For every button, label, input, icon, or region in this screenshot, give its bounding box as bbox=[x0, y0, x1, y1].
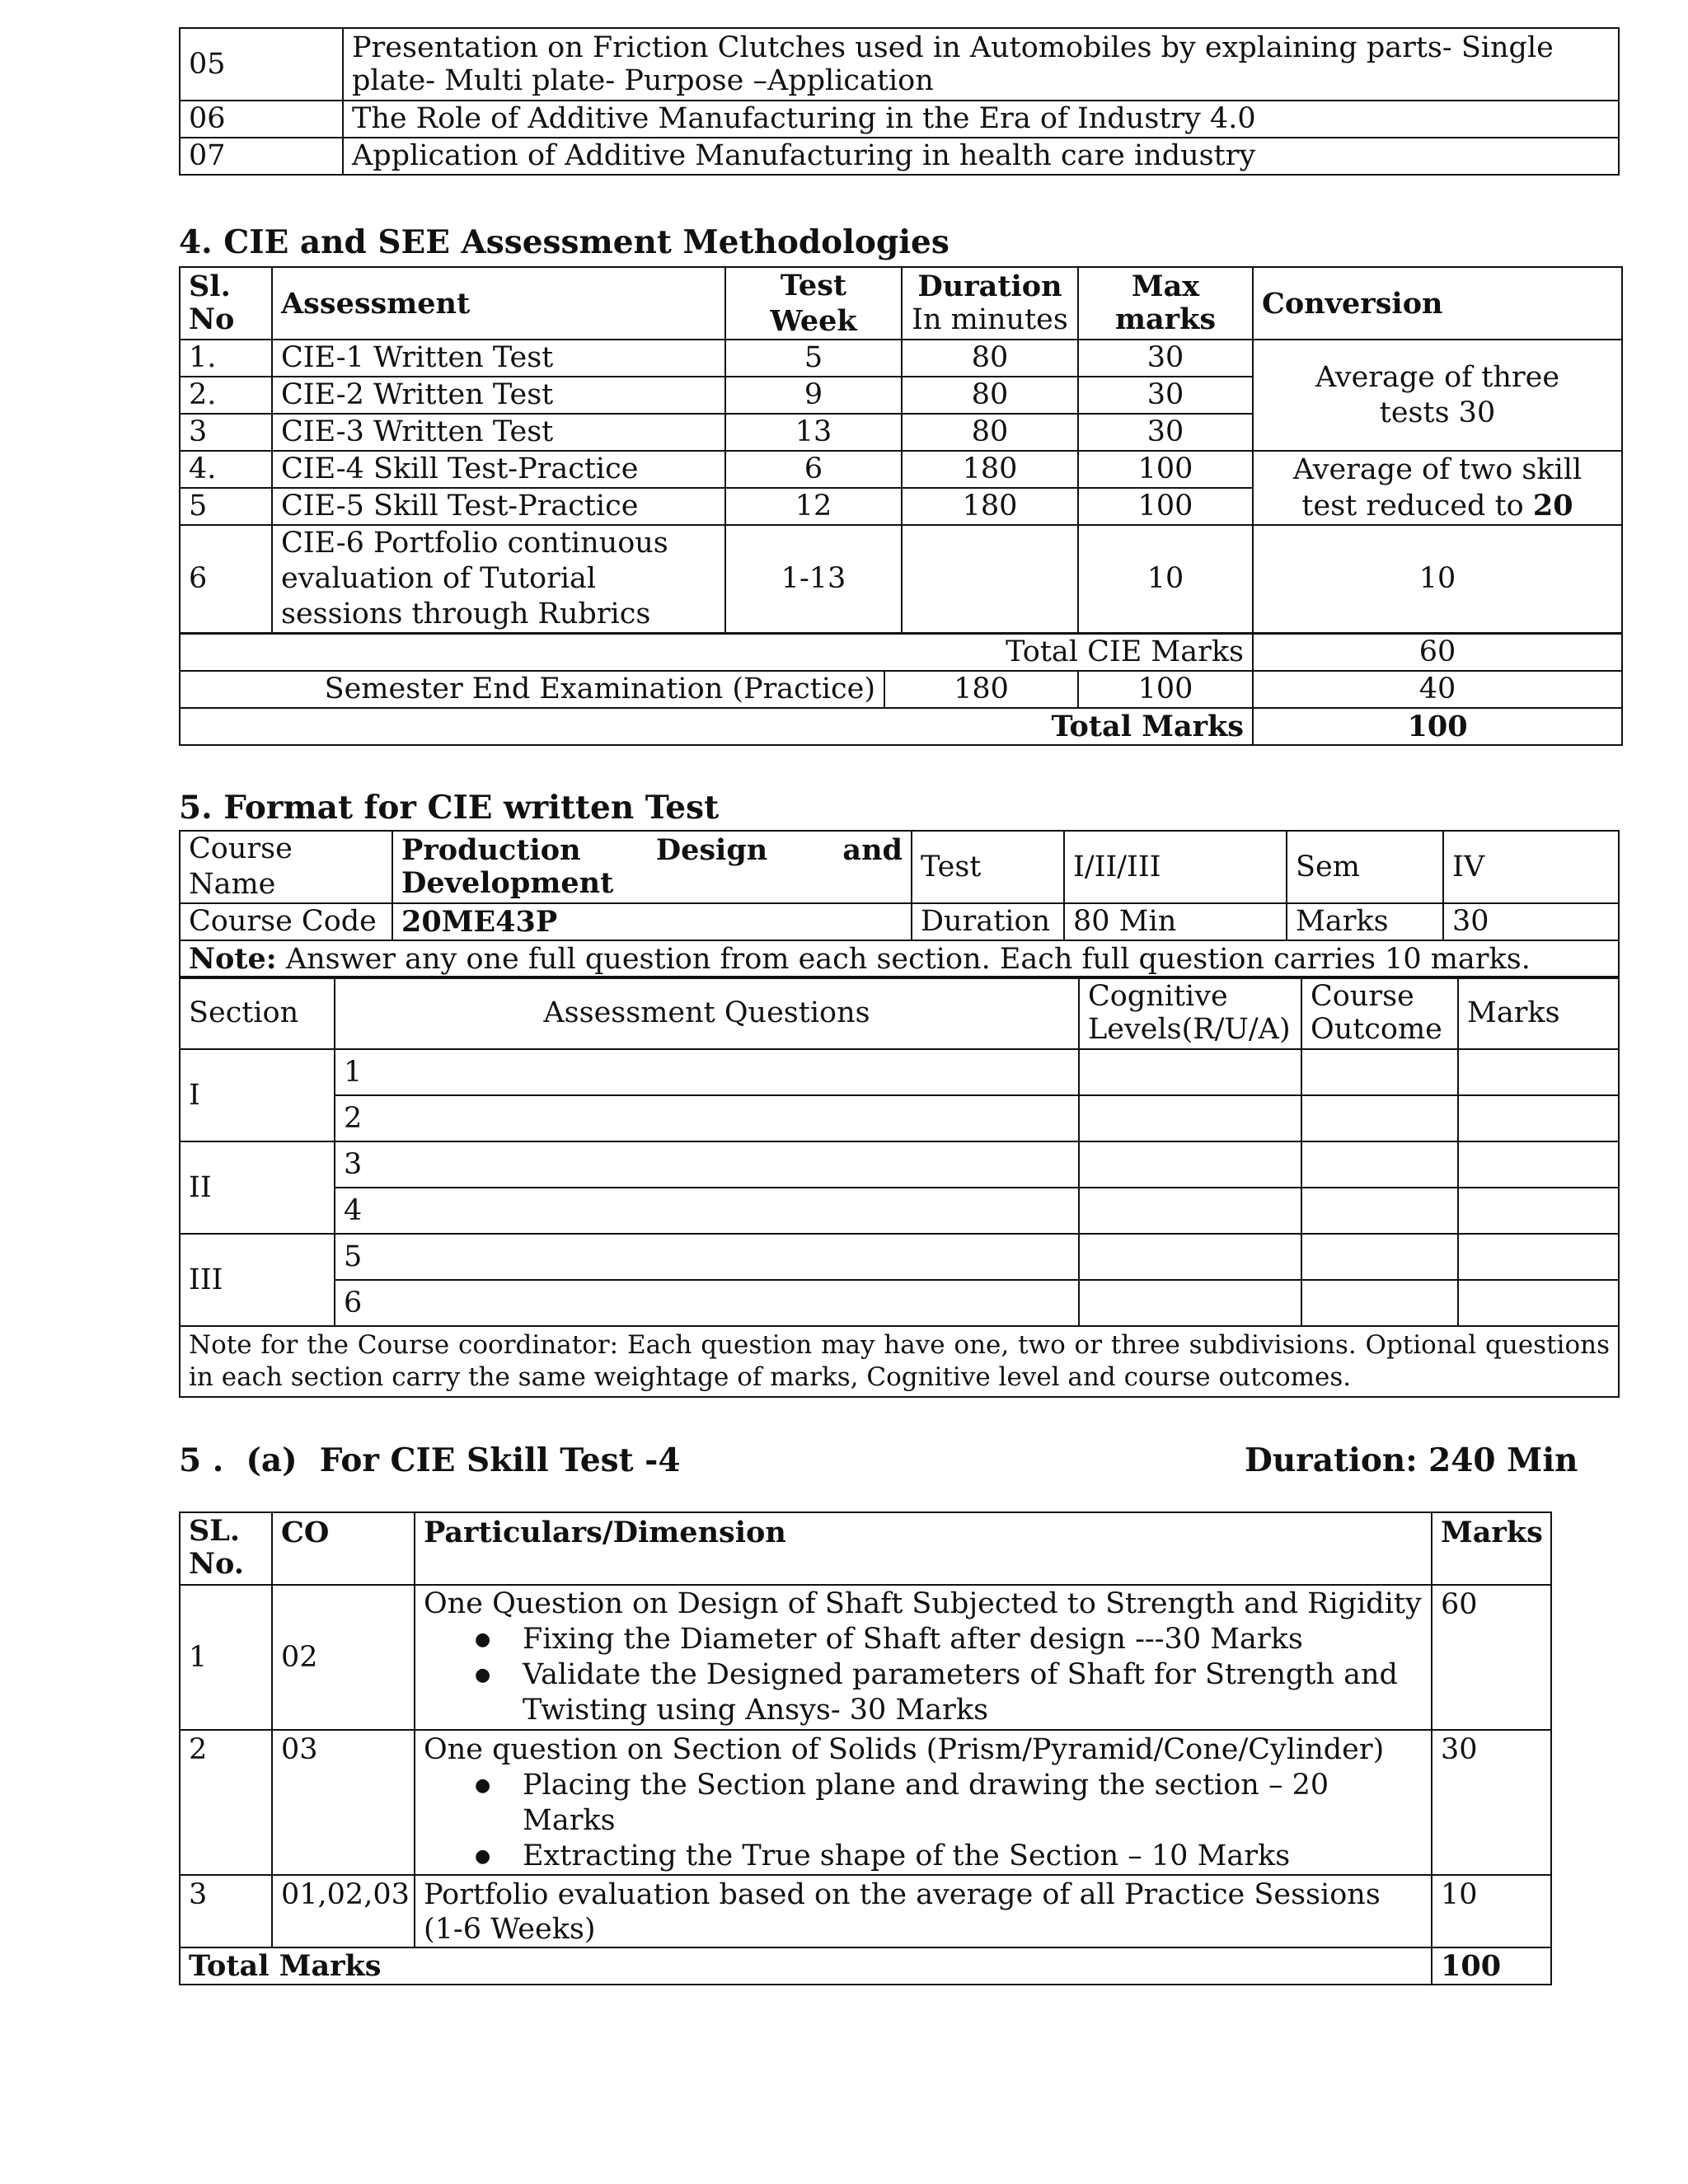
outcome-cell bbox=[1301, 1095, 1458, 1141]
header-duration-label: Duration bbox=[917, 269, 1062, 303]
topic-no: 05 bbox=[180, 28, 343, 101]
outcome-cell bbox=[1301, 1188, 1458, 1234]
header-sl-no: SL. No. bbox=[180, 1512, 272, 1585]
table-row bbox=[180, 1326, 1619, 1397]
cognitive-cell bbox=[1079, 1141, 1301, 1188]
row-co: 03 bbox=[272, 1730, 415, 1875]
row-co: 01,02,03 bbox=[272, 1875, 415, 1947]
conversion-portfolio: 10 bbox=[1253, 525, 1622, 633]
row-max-marks: 10 bbox=[1078, 525, 1253, 633]
test-value: I/II/III bbox=[1064, 831, 1287, 903]
course-name-value bbox=[392, 831, 912, 903]
header-assessment-questions: Assessment Questions bbox=[335, 977, 1079, 1049]
header-duration-unit: In minutes bbox=[912, 303, 1068, 336]
table-row bbox=[180, 1141, 1619, 1188]
question-number: 2 bbox=[335, 1095, 1079, 1141]
table-row bbox=[180, 1875, 1551, 1947]
duration-label: Duration bbox=[912, 903, 1064, 940]
question-number: 5 bbox=[335, 1234, 1079, 1280]
marks-cell bbox=[1458, 1141, 1619, 1188]
topic-no: 06 bbox=[180, 101, 343, 138]
cognitive-cell bbox=[1079, 1095, 1301, 1141]
header-conversion: Conversion bbox=[1253, 267, 1622, 340]
conversion-skill-text: Average of two skill test reduced to bbox=[1292, 452, 1582, 523]
course-name-word: and bbox=[842, 833, 903, 867]
row-max-marks: 30 bbox=[1078, 340, 1253, 377]
row-week: 9 bbox=[725, 377, 902, 414]
marks-cell bbox=[1458, 1049, 1619, 1095]
course-code-label: Course Code bbox=[180, 903, 392, 940]
answer-note bbox=[180, 940, 1619, 978]
row-duration: 180 bbox=[902, 488, 1078, 525]
row-sl: 6 bbox=[180, 525, 272, 633]
topic-text: Presentation on Friction Clutches used in Automobiles by explaining parts- Single plate- Multi plate- Purpose –Application bbox=[343, 28, 1619, 101]
header-marks: Marks bbox=[1432, 1512, 1551, 1585]
outcome-cell bbox=[1301, 1234, 1458, 1280]
row-marks: 10 bbox=[1432, 1875, 1551, 1947]
cognitive-cell bbox=[1079, 1234, 1301, 1280]
row-sl: 4. bbox=[180, 451, 272, 488]
table-row bbox=[180, 1947, 1551, 1985]
row-sl: 5 bbox=[180, 488, 272, 525]
row-assessment: CIE-4 Skill Test-Practice bbox=[272, 451, 725, 488]
particulars-title: One question on Section of Solids (Prism/Pyramid/Cone/Cylinder) bbox=[424, 1733, 1385, 1766]
table-row bbox=[180, 708, 1622, 745]
row-duration: 80 bbox=[902, 340, 1078, 377]
see-conversion: 40 bbox=[1253, 671, 1622, 708]
course-name-line1 bbox=[401, 834, 903, 867]
table-row bbox=[180, 451, 1622, 488]
sem-value: IV bbox=[1443, 831, 1619, 903]
particulars-title: One Question on Design of Shaft Subjected to Strength and Rigidity bbox=[424, 1587, 1422, 1620]
total-marks-label: Total Marks bbox=[180, 708, 1253, 745]
row-marks: 60 bbox=[1432, 1585, 1551, 1730]
row-sl: 1 bbox=[180, 1585, 272, 1730]
row-max-marks: 30 bbox=[1078, 414, 1253, 451]
row-marks: 30 bbox=[1432, 1730, 1551, 1875]
assessment-table bbox=[179, 266, 1623, 634]
section-name: III bbox=[180, 1234, 335, 1326]
cognitive-cell bbox=[1079, 1188, 1301, 1234]
sem-label: Sem bbox=[1287, 831, 1443, 903]
section-name: I bbox=[180, 1049, 335, 1141]
row-co: 02 bbox=[272, 1585, 415, 1730]
row-max-marks: 100 bbox=[1078, 451, 1253, 488]
question-number: 3 bbox=[335, 1141, 1079, 1188]
row-assessment: CIE-1 Written Test bbox=[272, 340, 725, 377]
total-marks-value: 100 bbox=[1253, 708, 1622, 745]
question-number: 1 bbox=[335, 1049, 1079, 1095]
list-item: ● Validate the Designed parameters of Shaft for Strength and Twisting using Ansys- 30 Marks bbox=[523, 1657, 1423, 1728]
table-row bbox=[180, 1280, 1619, 1326]
row-week: 1-13 bbox=[725, 525, 902, 633]
coordinator-note: Note for the Course coordinator: Each question may have one, two or three subdivisions. Optional questions in each section carry the same weightage of marks, Cognitive level and course outcomes. bbox=[180, 1326, 1619, 1397]
answer-note-text: Answer any one full question from each section. Each full question carries 10 marks. bbox=[276, 943, 1531, 976]
table-row bbox=[180, 1049, 1619, 1095]
row-duration: 180 bbox=[902, 451, 1078, 488]
section-5a-heading: 5 . (a) For CIE Skill Test -4 bbox=[179, 1441, 681, 1479]
cognitive-cell bbox=[1079, 1280, 1301, 1326]
row-assessment: CIE-2 Written Test bbox=[272, 377, 725, 414]
table-header-row bbox=[180, 1512, 1551, 1585]
course-info-table bbox=[179, 830, 1620, 979]
table-row bbox=[180, 903, 1619, 940]
header-particulars: Particulars/Dimension bbox=[415, 1512, 1432, 1585]
marks-cell bbox=[1458, 1095, 1619, 1141]
see-duration: 180 bbox=[884, 671, 1078, 708]
section-4-heading: 4. CIE and SEE Assessment Methodologies bbox=[179, 223, 950, 261]
topics-table bbox=[179, 27, 1620, 176]
table-row bbox=[180, 671, 1622, 708]
skill-total-label: Total Marks bbox=[180, 1947, 1432, 1985]
see-max-marks: 100 bbox=[1078, 671, 1253, 708]
see-label: Semester End Examination (Practice) bbox=[180, 671, 884, 708]
list-item: ● Fixing the Diameter of Shaft after design ---30 Marks bbox=[523, 1622, 1423, 1657]
course-code-value: 20ME43P bbox=[392, 903, 912, 940]
question-format-table bbox=[179, 976, 1620, 1398]
outcome-cell bbox=[1301, 1280, 1458, 1326]
skill-test-table bbox=[179, 1511, 1552, 1985]
conversion-skill bbox=[1253, 451, 1622, 525]
row-assessment: CIE-5 Skill Test-Practice bbox=[272, 488, 725, 525]
row-sl: 3 bbox=[180, 414, 272, 451]
list-item: ● Extracting the True shape of the Section – 10 Marks bbox=[523, 1839, 1423, 1874]
marks-cell bbox=[1458, 1188, 1619, 1234]
row-particulars bbox=[415, 1585, 1432, 1730]
header-co: CO bbox=[272, 1512, 415, 1585]
table-row bbox=[180, 1585, 1551, 1730]
table-row bbox=[180, 138, 1619, 175]
row-week: 13 bbox=[725, 414, 902, 451]
marks-cell bbox=[1458, 1280, 1619, 1326]
header-max-marks: Max marks bbox=[1078, 267, 1253, 340]
table-row bbox=[180, 28, 1619, 101]
table-row bbox=[180, 1188, 1619, 1234]
row-sl: 1. bbox=[180, 340, 272, 377]
table-row bbox=[180, 1234, 1619, 1280]
course-name-word: Design bbox=[655, 833, 768, 867]
row-particulars bbox=[415, 1730, 1432, 1875]
row-sl: 2. bbox=[180, 377, 272, 414]
marks-label: Marks bbox=[1287, 903, 1443, 940]
header-assessment: Assessment bbox=[272, 267, 725, 340]
header-test-week: Test Week bbox=[725, 267, 902, 340]
table-row bbox=[180, 101, 1619, 138]
section-name: II bbox=[180, 1141, 335, 1234]
course-name-line2: Development bbox=[401, 866, 614, 900]
row-sl: 3 bbox=[180, 1875, 272, 1947]
row-assessment: CIE-3 Written Test bbox=[272, 414, 725, 451]
header-sl-no: Sl. No bbox=[180, 267, 272, 340]
table-row bbox=[180, 1730, 1551, 1875]
header-cognitive-levels: Cognitive Levels(R/U/A) bbox=[1079, 977, 1301, 1049]
conversion-skill-value: 20 bbox=[1532, 488, 1573, 523]
row-week: 6 bbox=[725, 451, 902, 488]
duration-value: 80 Min bbox=[1064, 903, 1287, 940]
header-duration bbox=[902, 267, 1078, 340]
answer-note-label: Note: bbox=[189, 942, 277, 976]
row-duration bbox=[902, 525, 1078, 633]
table-header-row bbox=[180, 977, 1619, 1049]
outcome-cell bbox=[1301, 1049, 1458, 1095]
header-marks: Marks bbox=[1458, 977, 1619, 1049]
skill-total-value: 100 bbox=[1432, 1947, 1551, 1985]
question-number: 4 bbox=[335, 1188, 1079, 1234]
table-row bbox=[180, 340, 1622, 377]
outcome-cell bbox=[1301, 1141, 1458, 1188]
table-row bbox=[180, 940, 1619, 978]
particulars-list bbox=[424, 1768, 1423, 1874]
total-cie-label: Total CIE Marks bbox=[180, 634, 1253, 671]
row-duration: 80 bbox=[902, 377, 1078, 414]
total-cie-value: 60 bbox=[1253, 634, 1622, 671]
course-name-label: Course Name bbox=[180, 831, 392, 903]
cognitive-cell bbox=[1079, 1049, 1301, 1095]
topic-no: 07 bbox=[180, 138, 343, 175]
row-max-marks: 100 bbox=[1078, 488, 1253, 525]
row-max-marks: 30 bbox=[1078, 377, 1253, 414]
table-row bbox=[180, 1095, 1619, 1141]
table-row bbox=[180, 525, 1622, 633]
row-week: 5 bbox=[725, 340, 902, 377]
marks-value: 30 bbox=[1443, 903, 1619, 940]
row-week: 12 bbox=[725, 488, 902, 525]
question-number: 6 bbox=[335, 1280, 1079, 1326]
row-sl: 2 bbox=[180, 1730, 272, 1875]
table-row bbox=[180, 634, 1622, 671]
header-course-outcome: Course Outcome bbox=[1301, 977, 1458, 1049]
row-particulars: Portfolio evaluation based on the average of all Practice Sessions (1-6 Weeks) bbox=[415, 1875, 1432, 1947]
row-duration: 80 bbox=[902, 414, 1078, 451]
particulars-list bbox=[424, 1622, 1423, 1728]
topic-text: The Role of Additive Manufacturing in the Era of Industry 4.0 bbox=[343, 101, 1619, 138]
assessment-totals-table bbox=[179, 633, 1623, 746]
table-row bbox=[180, 831, 1619, 903]
test-label: Test bbox=[912, 831, 1064, 903]
section-5-heading: 5. Format for CIE written Test bbox=[179, 789, 720, 827]
topic-text: Application of Additive Manufacturing in health care industry bbox=[343, 138, 1619, 175]
conversion-written: Average of three tests 30 bbox=[1253, 340, 1622, 451]
course-name-word: Production bbox=[401, 833, 581, 867]
row-assessment: CIE-6 Portfolio continuous evaluation of Tutorial sessions through Rubrics bbox=[272, 525, 725, 633]
list-item: ● Placing the Section plane and drawing the section – 20 Marks bbox=[523, 1768, 1423, 1839]
skill-test-duration: Duration: 240 Min bbox=[1245, 1441, 1578, 1479]
header-section: Section bbox=[180, 977, 335, 1049]
marks-cell bbox=[1458, 1234, 1619, 1280]
table-header-row bbox=[180, 267, 1622, 340]
